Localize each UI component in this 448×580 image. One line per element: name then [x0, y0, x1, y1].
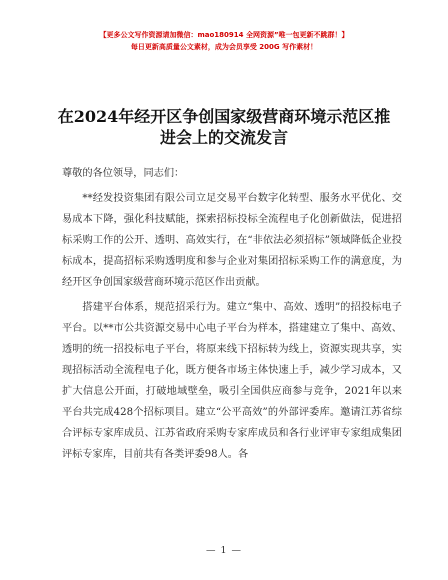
greeting: 尊敬的各位领导，同志们：	[62, 168, 185, 179]
page-number: — 1 —	[205, 545, 243, 556]
document-title	[40, 106, 408, 148]
promo-line-1: 【更多公文写作资源请加微信：mao180914 全网资源”唯一包更新不跳群！】	[99, 31, 349, 39]
promo-line-2: 每日更新高质量公文素材，成为会员享受 200G 写作素材！	[130, 43, 318, 51]
title-line-2: 进会上的交流发言	[159, 128, 288, 147]
title-line-1: 在2024年经开区争创国家级营商环境示范区推	[57, 107, 391, 126]
paragraph-2: 搭建平台体系，规范招采行为。建立“集中、高效、透明”的招投标电子平台。以**市公共资源交易中心电子平台为样本，搭建建立了集中、高效、透明的统一招投标电子平台，将原来线下招标转为线上，资源实现共享，实现招标活动全流程电子化，既方便各市场主体快速上手，减少学习成本，又扩大信息公开面，打破地域壁垒，吸引全国供应商参与竞争，2021年以来平台共完成428个招标项目。建立“公平高效”的外部评委库。邀请江苏省综合评标专家库成员、江苏省政府采购专家库成员和各行业评审专家组成集团评标专家库，目前共有各类评委98人。各	[62, 302, 402, 460]
document-body	[62, 163, 402, 465]
paragraph-1: **经发投资集团有限公司立足交易平台数字化转型、服务水平优化、交易成本下降，强化科技赋能，探索招标投标全流程电子化创新做法，促进招标采购工作的公开、透明、高效实行，在“非依法必须招标”领域降低企业投标成本，提高招标采购透明度和参与企业对集团招标采购工作的满意度，为经开区争创国家级营商环境示范区作出贡献。	[62, 193, 402, 288]
